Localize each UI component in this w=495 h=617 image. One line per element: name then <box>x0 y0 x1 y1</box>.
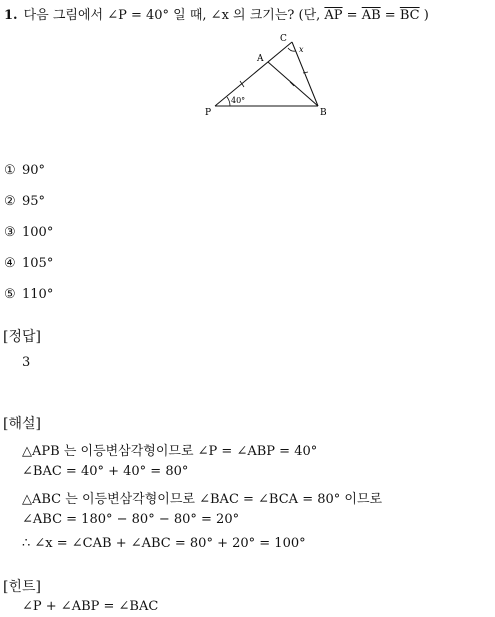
choice-text: 105° <box>22 256 54 271</box>
choice-number: ⑤ <box>4 287 16 302</box>
explanation-line: △APB 는 이등변삼각형이므로 ∠P = ∠ABP = 40° <box>22 444 318 459</box>
choice-1[interactable] <box>4 163 45 178</box>
explanation-line: ∴ ∠x = ∠CAB + ∠ABC = 80° + 20° = 100° <box>22 536 306 551</box>
choice-text: 95° <box>22 194 46 209</box>
segment-bc: $\overline{BC}$ <box>399 8 420 23</box>
line-ab <box>268 62 318 106</box>
question-number: 1. <box>4 8 18 23</box>
hint-line: ∠P + ∠ABP = ∠BAC <box>22 599 159 614</box>
segment-ab: $\overline{AB}$ <box>361 8 381 23</box>
label-c: C <box>280 34 287 44</box>
choice-text: 110° <box>22 287 54 302</box>
label-p: P <box>205 108 212 118</box>
explanation-line: △ABC 는 이등변삼각형이므로 ∠BAC = ∠BCA = 80° 이므로 <box>22 492 383 507</box>
choice-number: ① <box>4 163 16 178</box>
segment-ap: $\overline{AP}$ <box>324 8 343 23</box>
choice-5[interactable] <box>4 287 53 302</box>
choice-number: ④ <box>4 256 16 271</box>
choice-text: 100° <box>22 225 54 240</box>
line-cb <box>292 42 318 106</box>
question-text: 다음 그림에서 ∠P = 40° 일 때, ∠x 의 크기는? (단, <box>23 8 325 23</box>
angle-p-arc <box>227 97 230 106</box>
line-pc <box>215 42 292 106</box>
choice-2[interactable] <box>4 194 45 209</box>
explanation-title: [해설] <box>3 416 41 432</box>
explanation-line: ∠BAC = 40° + 40° = 80° <box>22 464 189 479</box>
triangle-diagram <box>200 30 340 125</box>
answer-title: [정답] <box>3 329 41 345</box>
explanation-line: ∠ABC = 180° − 80° − 80° = 20° <box>22 512 240 527</box>
label-x: x <box>299 45 304 54</box>
triangle-figure <box>200 30 340 125</box>
equals-sign: = <box>380 8 400 23</box>
label-a: A <box>257 54 264 64</box>
choice-4[interactable] <box>4 256 53 271</box>
label-angle-p: 40° <box>231 96 246 105</box>
choice-3[interactable] <box>4 225 53 240</box>
question-stem <box>4 4 429 23</box>
answer-value: 3 <box>22 355 31 370</box>
choice-number: ③ <box>4 225 16 240</box>
equals-sign: = <box>342 8 362 23</box>
hint-title: [힌트] <box>3 579 41 595</box>
label-b: B <box>320 108 327 118</box>
choice-text: 90° <box>22 163 46 178</box>
question-close: ) <box>419 8 429 23</box>
choice-number: ② <box>4 194 16 209</box>
